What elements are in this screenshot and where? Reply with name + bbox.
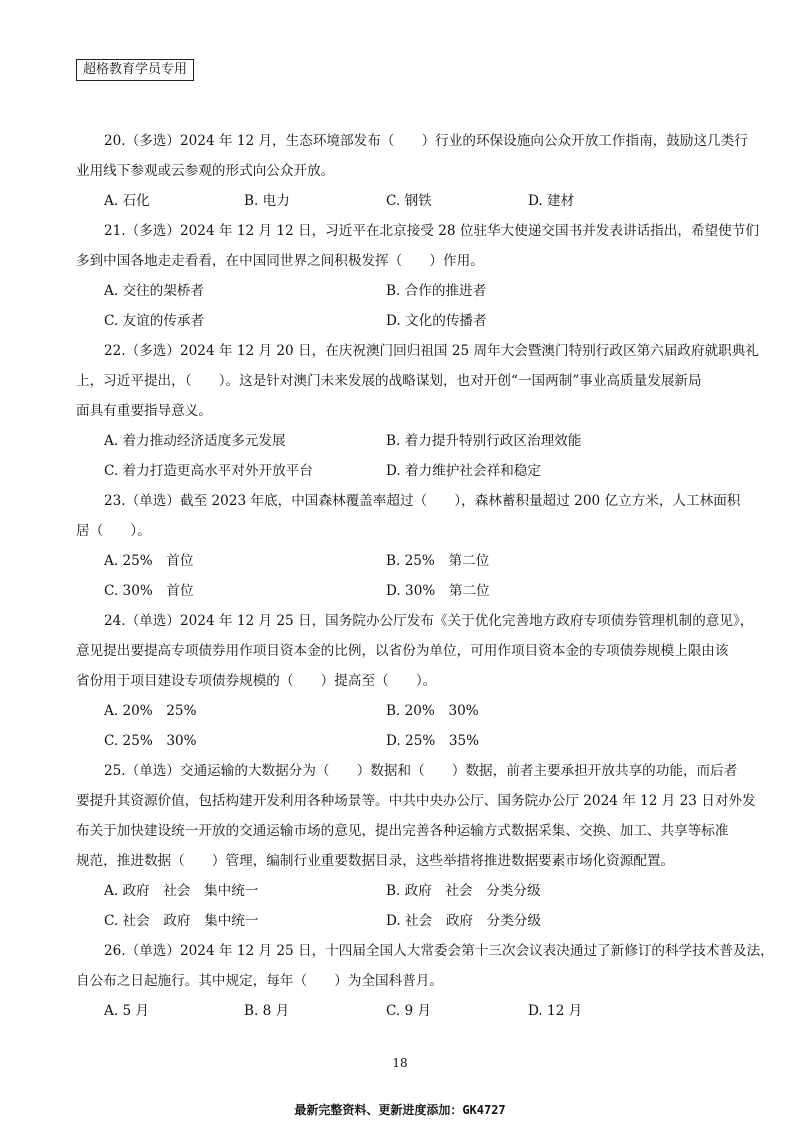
question-text: 省份用于项目建设专项债券规模的（ ）提高至（ ）。 — [76, 673, 437, 689]
option-row — [104, 906, 704, 936]
question-text: 26.（单选）2024 年 12 月 25 日，十四届全国人大常委会第十三次会议表决通过了新修订的科学技术普及法， — [104, 943, 774, 959]
question-text: 多到中国各地走走看看，在中国同世界之间积极发挥（ ）作用。 — [76, 253, 484, 269]
option-row — [104, 996, 704, 1026]
header-tag: 超格教育学员专用 — [76, 59, 194, 81]
option-row — [104, 186, 704, 216]
option-d: D. 着力维护社会祥和稳定 — [386, 463, 541, 479]
question-text: 21.（多选）2024 年 12 月 12 日，习近平在北京接受 28 位驻华大使递交国书并发表讲话指出，希望使节们 — [104, 223, 759, 239]
option-c: C. 30% 首位 — [104, 583, 194, 599]
question-text: 上，习近平提出，（ ）。这是针对澳门未来发展的战略谋划，也对开创“一国两制”事业高质量发展新局 — [76, 373, 702, 389]
option-b: B. 着力提升特别行政区治理效能 — [386, 433, 582, 449]
option-row — [104, 876, 704, 906]
option-c: C. 友谊的传承者 — [104, 313, 205, 329]
question-22 — [76, 336, 759, 486]
question-text: 业用线下参观或云参观的形式向公众开放。 — [76, 163, 335, 179]
option-c: C. 钢铁 — [386, 193, 432, 209]
question-21 — [76, 216, 759, 336]
option-d: D. 社会 政府 分类分级 — [386, 913, 541, 929]
option-row — [104, 426, 704, 456]
footer-note: 最新完整资料、更新进度添加：GK4727 — [294, 1103, 506, 1117]
question-text: 自公布之日起施行。其中规定，每年（ ）为全国科普月。 — [76, 973, 444, 989]
question-24 — [76, 606, 754, 756]
question-23 — [76, 486, 741, 606]
page-number: 18 — [392, 1056, 408, 1070]
option-row — [104, 726, 704, 756]
option-b: B. 8 月 — [244, 1003, 290, 1019]
option-a: A. 交往的架桥者 — [104, 283, 205, 299]
option-b: B. 25% 第二位 — [386, 553, 490, 569]
question-text: 面具有重要指导意义。 — [76, 403, 212, 419]
option-c: C. 25% 30% — [104, 733, 197, 749]
question-text: 要提升其资源价值，包括构建开发利用各种场景等。中共中央办公厅、国务院办公厅 2024 年 12 月 23 日对外发 — [76, 793, 756, 809]
option-a: A. 25% 首位 — [104, 553, 194, 569]
option-d: D. 30% 第二位 — [386, 583, 490, 599]
option-c: C. 9 月 — [386, 1003, 432, 1019]
question-text: 居（ ）。 — [76, 523, 151, 539]
question-text: 布关于加快建设统一开放的交通运输市场的意见，提出完善各种运输方式数据采集、交换、加工、共享等标准 — [76, 823, 729, 839]
option-c: C. 社会 政府 集中统一 — [104, 913, 259, 929]
option-row — [104, 276, 704, 306]
option-row — [104, 576, 704, 606]
option-row — [104, 546, 704, 576]
question-list — [76, 126, 774, 1026]
question-26 — [76, 936, 774, 1026]
question-text: 20.（多选）2024 年 12 月，生态环境部发布（ ）行业的环保设施向公众开放工作指南，鼓励这几类行 — [104, 133, 748, 149]
option-a: A. 着力推动经济适度多元发展 — [104, 433, 286, 449]
question-text: 规范，推进数据（ ）管理，编制行业重要数据目录，这些举措将推进数据要素市场化资源配置。 — [76, 853, 675, 869]
option-d: D. 文化的传播者 — [386, 313, 487, 329]
option-b: B. 电力 — [244, 193, 290, 209]
question-text: 22.（多选）2024 年 12 月 20 日，在庆祝澳门回归祖国 25 周年大会暨澳门特别行政区第六届政府就职典礼 — [104, 343, 759, 359]
option-c: C. 着力打造更高水平对外开放平台 — [104, 463, 313, 479]
option-row — [104, 306, 704, 336]
question-text: 25.（单选）交通运输的大数据分为（ ）数据和（ ）数据，前者主要承担开放共享的功能，而后者 — [104, 763, 738, 779]
option-a: A. 20% 25% — [104, 703, 197, 719]
option-a: A. 政府 社会 集中统一 — [104, 883, 259, 899]
option-a: A. 石化 — [104, 193, 150, 209]
question-20 — [76, 126, 748, 216]
option-b: B. 合作的推进者 — [386, 283, 487, 299]
question-text: 24.（单选）2024 年 12 月 25 日，国务院办公厅发布《关于优化完善地方政府专项债券管理机制的意见》， — [104, 613, 754, 629]
option-d: D. 建材 — [528, 193, 575, 209]
option-d: D. 25% 35% — [386, 733, 480, 749]
option-d: D. 12 月 — [528, 1003, 583, 1019]
option-b: B. 20% 30% — [386, 703, 479, 719]
question-text: 意见提出要提高专项债券用作项目资本金的比例，以省份为单位，可用作项目资本金的专项债券规模上限由该 — [76, 643, 729, 659]
question-text: 23.（单选）截至 2023 年底，中国森林覆盖率超过（ ），森林蓄积量超过 200 亿立方米，人工林面积 — [104, 493, 741, 509]
question-25 — [76, 756, 756, 936]
option-row — [104, 696, 704, 726]
option-b: B. 政府 社会 分类分级 — [386, 883, 541, 899]
option-row — [104, 456, 704, 486]
option-a: A. 5 月 — [104, 1003, 150, 1019]
